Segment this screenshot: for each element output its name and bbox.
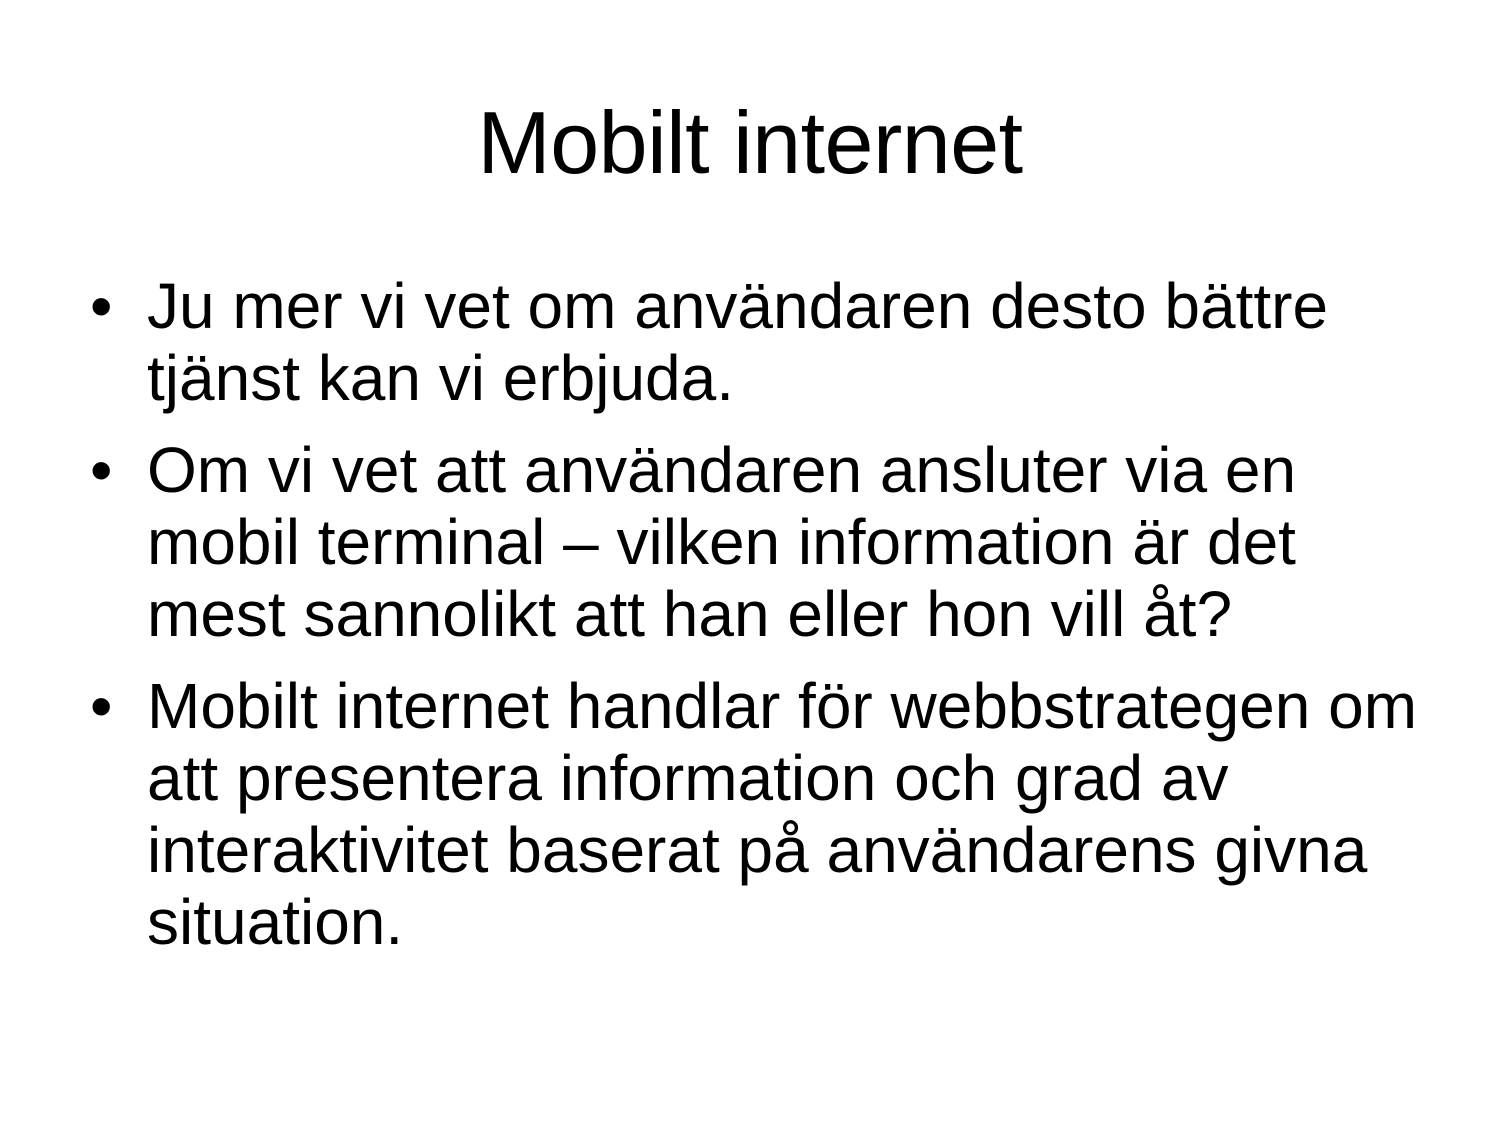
bullet-item: [90, 270, 1430, 414]
slide-title: Mobilt internet: [477, 93, 1023, 192]
bullet-item: [90, 670, 1430, 958]
bullet-item: [90, 434, 1430, 650]
bullet-text: Mobilt internet handlar för webbstrategen om att presentera information och grad av interaktivitet baserat på användarens givna situation.: [147, 670, 1418, 958]
bullet-icon: •: [90, 270, 113, 342]
bullet-text: Ju mer vi vet om användaren desto bättre tjänst kan vi erbjuda.: [147, 270, 1329, 414]
bullet-icon: •: [90, 670, 113, 742]
bullet-icon: •: [90, 434, 113, 506]
bullet-text: Om vi vet att användaren ansluter via en mobil terminal – vilken information är det mest sannolikt att han eller hon vill åt?: [147, 434, 1297, 650]
bullet-list: [90, 270, 1430, 978]
